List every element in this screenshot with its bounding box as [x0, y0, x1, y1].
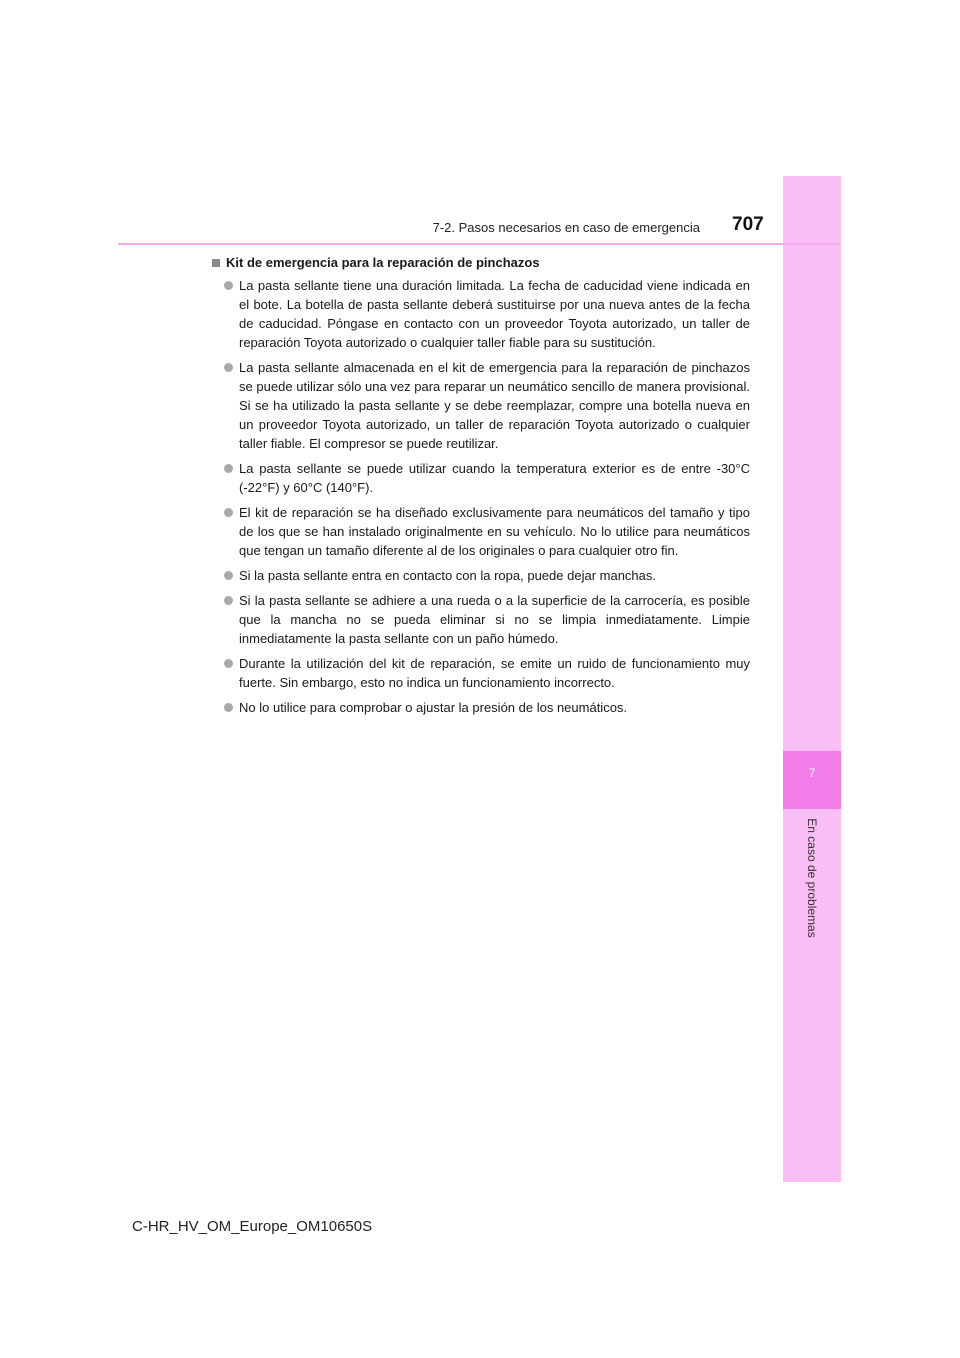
bullet-text: El kit de reparación se ha diseñado exclusivamente para neumáticos del tamaño y tipo de los que se han instalado originalmente en su vehículo. No lo utilice para neumáticos que tengan un tamaño diferente al de los originales o para cualquier otro fin.	[239, 505, 750, 558]
list-item	[211, 591, 750, 648]
bullet-text: Si la pasta sellante se adhiere a una rueda o a la superficie de la carrocería, es posible que la mancha no se pueda eliminar si no se limpia inmediatamente. Limpie inmediatamente la pasta sellante con un paño húmedo.	[239, 593, 750, 646]
list-item	[211, 276, 750, 352]
list-item	[211, 698, 750, 717]
circle-bullet-icon	[224, 659, 233, 668]
footer-code: C-HR_HV_OM_Europe_OM10650S	[132, 1218, 373, 1235]
chapter-title: En caso de problemas	[805, 818, 819, 938]
header-section-title: 7-2. Pasos necesarios en caso de emergencia	[432, 220, 700, 235]
list-item	[211, 459, 750, 497]
circle-bullet-icon	[224, 703, 233, 712]
list-item	[211, 503, 750, 560]
list-item	[211, 566, 750, 585]
bullet-text: La pasta sellante se puede utilizar cuando la temperatura exterior es de entre -30°C (-22°F) y 60°C (140°F).	[239, 461, 750, 495]
circle-bullet-icon	[224, 281, 233, 290]
bullet-text: No lo utilice para comprobar o ajustar la presión de los neumáticos.	[239, 700, 628, 715]
circle-bullet-icon	[224, 363, 233, 372]
list-item	[211, 358, 750, 453]
header-rule	[118, 243, 840, 245]
circle-bullet-icon	[224, 508, 233, 517]
bullet-text: Durante la utilización del kit de reparación, se emite un ruido de funcionamiento muy fuerte. Sin embargo, esto no indica un funcionamiento incorrecto.	[239, 656, 750, 690]
list-item	[211, 654, 750, 692]
page-number: 707	[732, 214, 764, 235]
circle-bullet-icon	[224, 464, 233, 473]
section-heading	[211, 253, 750, 273]
section-heading-text: Kit de emergencia para la reparación de pinchazos	[226, 255, 540, 270]
bullet-text: La pasta sellante tiene una duración limitada. La fecha de caducidad viene indicada en el bote. La botella de pasta sellante deberá sustituirse por una nueva antes de la fecha de caducidad. Póngase en contacto con un proveedor Toyota autorizado, un taller de reparación Toyota autorizado o cualquier taller fiable para su sustitución.	[239, 278, 750, 350]
bullet-text: La pasta sellante almacenada en el kit de emergencia para la reparación de pinchazos se puede utilizar sólo una vez para reparar un neumático sencillo de manera provisional. Si se ha utilizado la pasta sellante y se debe reemplazar, compre una botella nueva en un proveedor Toyota autorizado, un taller de reparación Toyota autorizado o cualquier taller fiable. El compresor se puede reutilizar.	[239, 360, 750, 451]
content	[211, 253, 750, 723]
bullet-text: Si la pasta sellante entra en contacto con la ropa, puede dejar manchas.	[239, 568, 656, 583]
circle-bullet-icon	[224, 571, 233, 580]
square-bullet-icon	[212, 259, 220, 267]
side-tab	[783, 176, 841, 1182]
chapter-tab-active[interactable]	[783, 751, 841, 809]
bullet-list	[211, 276, 750, 717]
chapter-number: 7	[808, 766, 816, 780]
circle-bullet-icon	[224, 596, 233, 605]
